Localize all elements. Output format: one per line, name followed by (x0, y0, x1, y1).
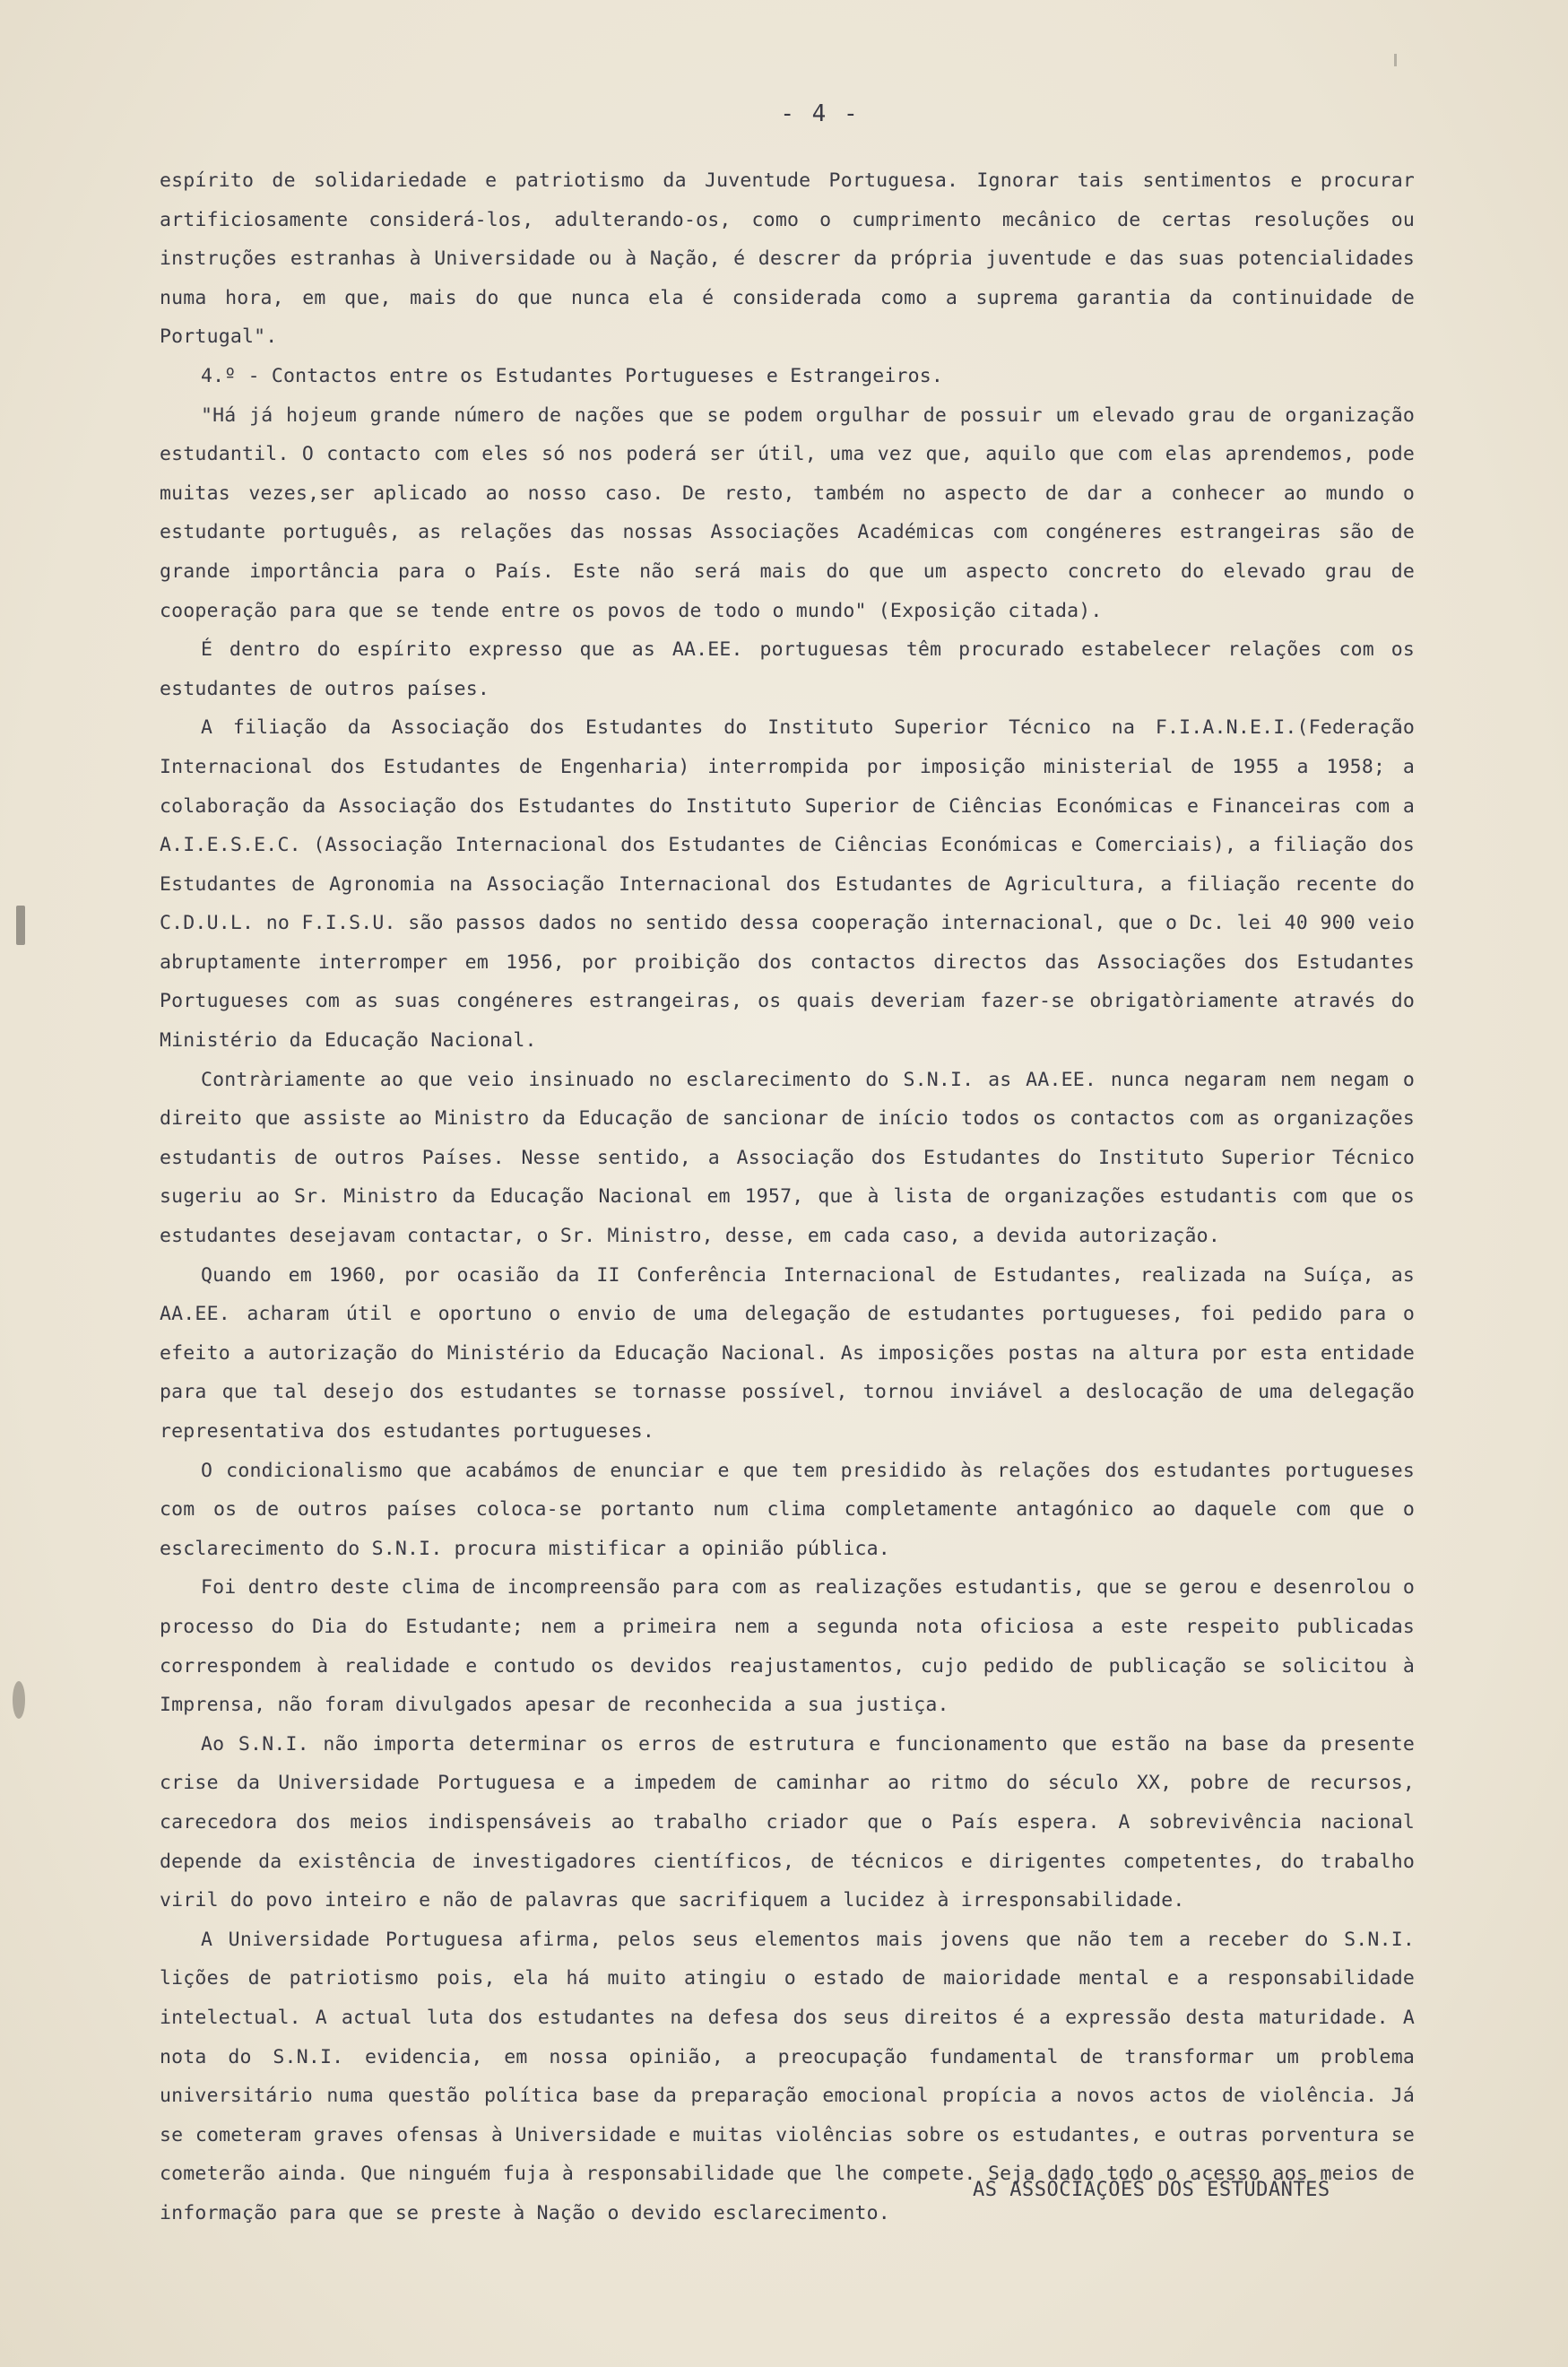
page-number: - 4 - (780, 100, 860, 127)
margin-ink-mark (1394, 54, 1397, 66)
paragraph: espírito de solidariedade e patriotismo da Juventude Portuguesa. Ignorar tais sentimentos e procurar artificiosamente considerá-los, adulterando-os, como o cumprimento mecânico de certas resoluções ou instruções estranhas à Universidade ou à Nação, é descrer da própria juventude e das suas potencialidades numa hora, em que, mais do que nunca ela é considerada como a suprema garantia da continuidade de Portugal". (160, 169, 1415, 349)
paragraph: "Há já hojeum grande número de nações que se podem orgulhar de possuir um elevado grau de organização estudantil. O contacto com eles só nos poderá ser útil, uma vez que, aquilo que com elas aprendemos, pode muitas vezes,ser aplicado ao nosso caso. De resto, também no aspecto de dar a conhecer ao mundo o estudante português, as relações das nossas Associações Académicas com congéneres estrangeiras são de grande importância para o País. Este não será mais do que um aspecto concreto do elevado grau de cooperação para que se tende entre os povos de todo o mundo" (Exposição citada). (160, 403, 1415, 622)
paragraph: Quando em 1960, por ocasião da II Conferência Internacional de Estudantes, realizada na Suíça, as AA.EE. acharam útil e oportuno o envio de uma delegação de estudantes portugueses, foi pedido para o efeito a autorização do Ministério da Educação Nacional. As imposições postas na altura por esta entidade para que tal desejo dos estudantes se tornasse possível, tornou inviável a deslocação de uma delegação representativa dos estudantes portugueses. (160, 1263, 1415, 1443)
section-heading: 4.º - Contactos entre os Estudantes Portugueses e Estrangeiros. (201, 364, 944, 387)
document-body (160, 161, 1415, 2233)
signature: AS ASSOCIAÇÕES DOS ESTUDANTES (973, 2179, 1330, 2201)
paragraph: A filiação da Associação dos Estudantes do Instituto Superior Técnico na F.I.A.N.E.I.(Federação Internacional dos Estudantes de Engenharia) interrompida por imposição ministerial de 1955 a 1958; a colaboração da Associação dos Estudantes do Instituto Superior de Ciências Económicas e Financeiras com a A.I.E.S.E.C. (Associação Internacional dos Estudantes de Ciências Económicas e Comerciais), a filiação dos Estudantes de Agronomia na Associação Internacional dos Estudantes de Agricultura, a filiação recente do C.D.U.L. no F.I.S.U. são passos dados no sentido dessa cooperação internacional, que o Dc. lei 40 900 veio abruptamente interromper em 1956, por proibição dos contactos directos das Associações dos Estudantes Portugueses com as suas congéneres estrangeiras, os quais deveriam fazer-se obrigatòriamente através do Ministério da Educação Nacional. (160, 716, 1415, 1053)
paragraph: Ao S.N.I. não importa determinar os erros de estrutura e funcionamento que estão na base da presente crise da Universidade Portuguesa e a impedem de caminhar ao ritmo do século XX, pobre de recursos, carecedora dos meios indispensáveis ao trabalho criador que o País espera. A sobrevivência nacional depende da existência de investigadores científicos, de técnicos e dirigentes competentes, do trabalho viril do povo inteiro e não de palavras que sacrifiquem a lucidez à irresponsabilidade. (160, 1732, 1415, 1912)
paragraph: O condicionalismo que acabámos de enunciar e que tem presidido às relações dos estudantes portugueses com os de outros países coloca-se portanto num clima completamente antagónico ao daquele com que o esclarecimento do S.N.I. procura mistificar a opinião pública. (160, 1459, 1415, 1560)
margin-ink-mark (16, 906, 25, 945)
paragraph: A Universidade Portuguesa afirma, pelos seus elementos mais jovens que não tem a receber do S.N.I. lições de patriotismo pois, ela há muito atingiu o estado de maioridade mental e a responsabilidade intelectual. A actual luta dos estudantes na defesa dos seus direitos é a expressão desta maturidade. A nota do S.N.I. evidencia, em nossa opinião, a preocupação fundamental de transformar um problema universitário numa questão política base da preparação emocional propícia a novos actos de violência. Já se cometeram graves ofensas à Universidade e muitas violências sobre os estudantes, e outras porventura se cometerão ainda. Que ninguém fuja à responsabilidade que lhe compete. Seja dado todo o acesso aos meios de informação para que se preste à Nação o devido esclarecimento. (160, 1928, 1415, 2224)
paragraph: É dentro do espírito expresso que as AA.EE. portuguesas têm procurado estabelecer relações com os estudantes de outros países. (160, 638, 1415, 700)
paragraph: Foi dentro deste clima de incompreensão para com as realizações estudantis, que se gerou e desenrolou o processo do Dia do Estudante; nem a primeira nem a segunda nota oficiosa a este respeito publicadas correspondem à realidade e contudo os devidos reajustamentos, cujo pedido de publicação se solicitou à Imprensa, não foram divulgados apesar de reconhecida a sua justiça. (160, 1576, 1415, 1717)
margin-ink-mark (13, 1681, 25, 1719)
paragraph: Contràriamente ao que veio insinuado no esclarecimento do S.N.I. as AA.EE. nunca negaram nem negam o direito que assiste ao Ministro da Educação de sancionar de início todos os contactos com as organizações estudantis de outros Países. Nesse sentido, a Associação dos Estudantes do Instituto Superior Técnico sugeriu ao Sr. Ministro da Educação Nacional em 1957, que à lista de organizações estudantis com que os estudantes desejavam contactar, o Sr. Ministro, desse, em cada caso, a devida autorização. (160, 1068, 1415, 1248)
